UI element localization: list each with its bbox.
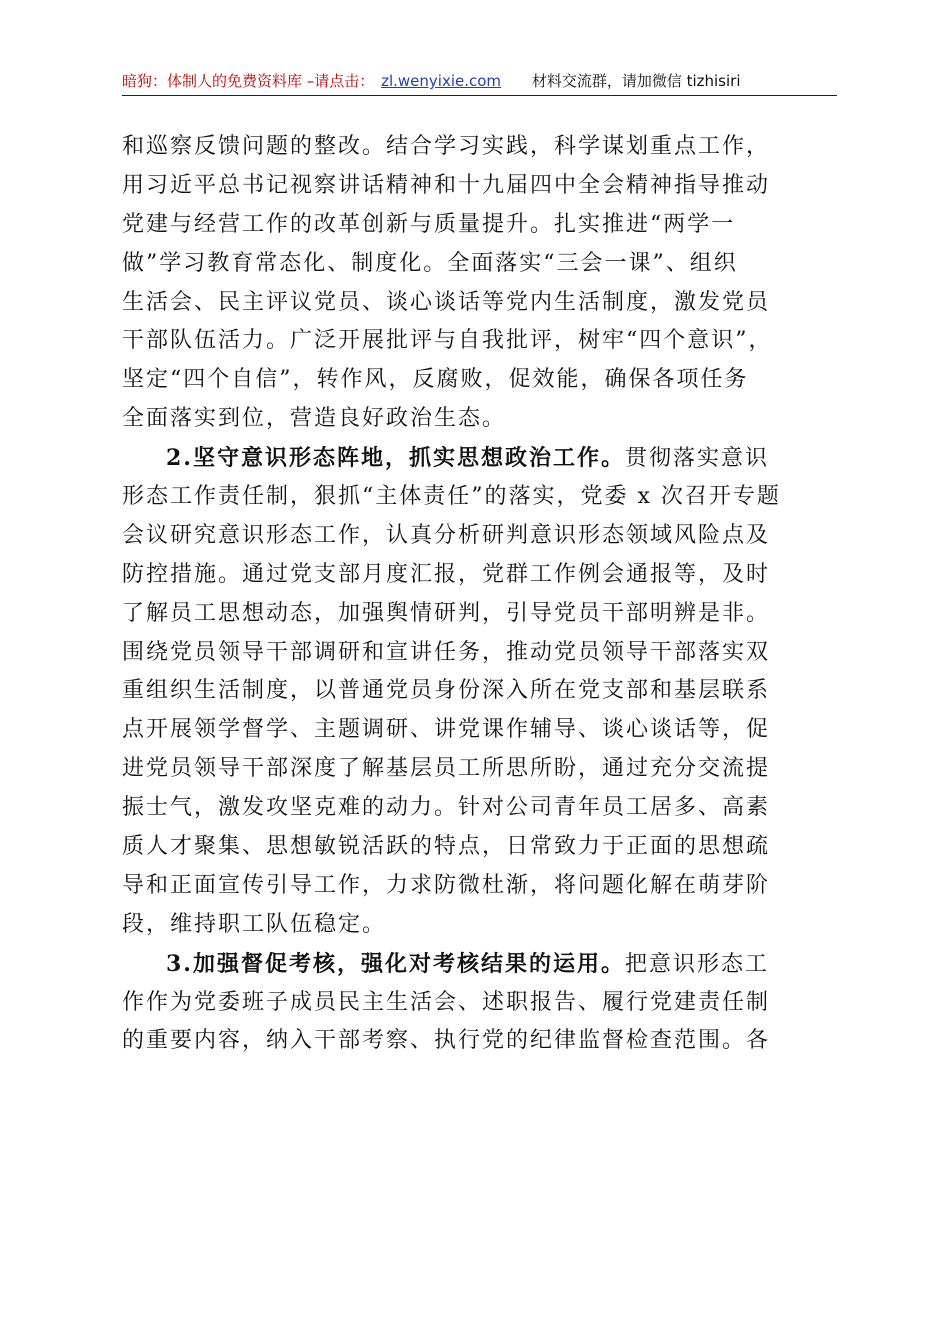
body-line: 进党员领导干部深度了解基层员工所思所盼，通过充分交流提 [122,756,771,782]
body-line: 质人才聚集、思想敏锐活跃的特点，日常致力于正面的思想疏 [122,834,771,860]
body-line: 用习近平总书记视察讲话精神和十九届四中全会精神指导推动 [122,172,771,198]
header-wechat-note: 材料交流群，请加微信 tizhisiri [531,72,741,90]
body-line: 重组织生活制度，以普通党员身份深入所在党支部和基层联系 [122,678,771,704]
body-line: 作作为党委班子成员民主生活会、述职报告、履行党建责任制 [122,989,771,1015]
body-line: 形态工作责任制，狠抓“主体责任”的落实，党委 x 次召开专题 [122,484,781,510]
header-site-name: 暗狗：体制人的免费资料库 [122,72,303,90]
body-line: 防控措施。通过党支部月度汇报，党群工作例会通报等，及时 [122,561,771,587]
body-line: 党建与经营工作的改革创新与质量提升。扎实推进“两学一 [122,211,736,237]
body-line: 振士气，激发攻坚克难的动力。针对公司青年员工居多、高素 [122,795,771,821]
body-line: 点开展领学督学、主题调研、讲党课作辅导、谈心谈话等，促 [122,717,771,743]
body-line: 生活会、民主评议党员、谈心谈话等党内生活制度，激发党员 [122,289,771,315]
body-line: 全面落实到位，营造良好政治生态。 [122,406,507,432]
header-click-prompt: –请点击： [306,72,375,90]
body-line: 围绕党员领导干部调研和宣讲任务，推动党员领导干部落实双 [122,639,771,665]
body-line: 坚定“四个自信”，转作风，反腐败，促效能，确保各项任务 [122,367,749,393]
body-line: 了解员工思想动态，加强舆情研判，引导党员干部明辨是非。 [122,600,771,626]
header-website-link[interactable]: zl.wenyixie.com [381,72,502,90]
header-divider [122,95,837,96]
body-line: 的重要内容，纳入干部考察、执行党的纪律监督检查范围。各 [122,1028,771,1054]
section-2-first-line: 2.坚守意识形态阵地，抓实思想政治工作。贯彻落实意识 [166,445,769,472]
body-line: 做”学习教育常态化、制度化。全面落实“三会一课”、组织 [122,250,738,276]
body-line: 导和正面宣传引导工作，力求防微杜渐，将问题化解在萌芽阶 [122,872,771,898]
section-3-heading: 3.加强督促考核，强化对考核结果的运用。 [166,950,625,977]
body-line: 会议研究意识形态工作，认真分析研判意识形态领域风险点及 [122,522,771,548]
body-line: 段，维持职工队伍稳定。 [122,911,387,937]
body-line: 和巡察反馈问题的整改。结合学习实践，科学谋划重点工作， [122,134,771,159]
section-2-heading: 2.坚守意识形态阵地，抓实思想政治工作。 [166,445,625,472]
document-body [122,128,842,1061]
page-header [122,67,837,95]
body-line: 干部队伍活力。广泛开展批评与自我批评，树牢“四个意识”， [122,328,773,354]
section-3-first-line: 3.加强督促考核，强化对考核结果的运用。把意识形态工 [166,950,769,977]
